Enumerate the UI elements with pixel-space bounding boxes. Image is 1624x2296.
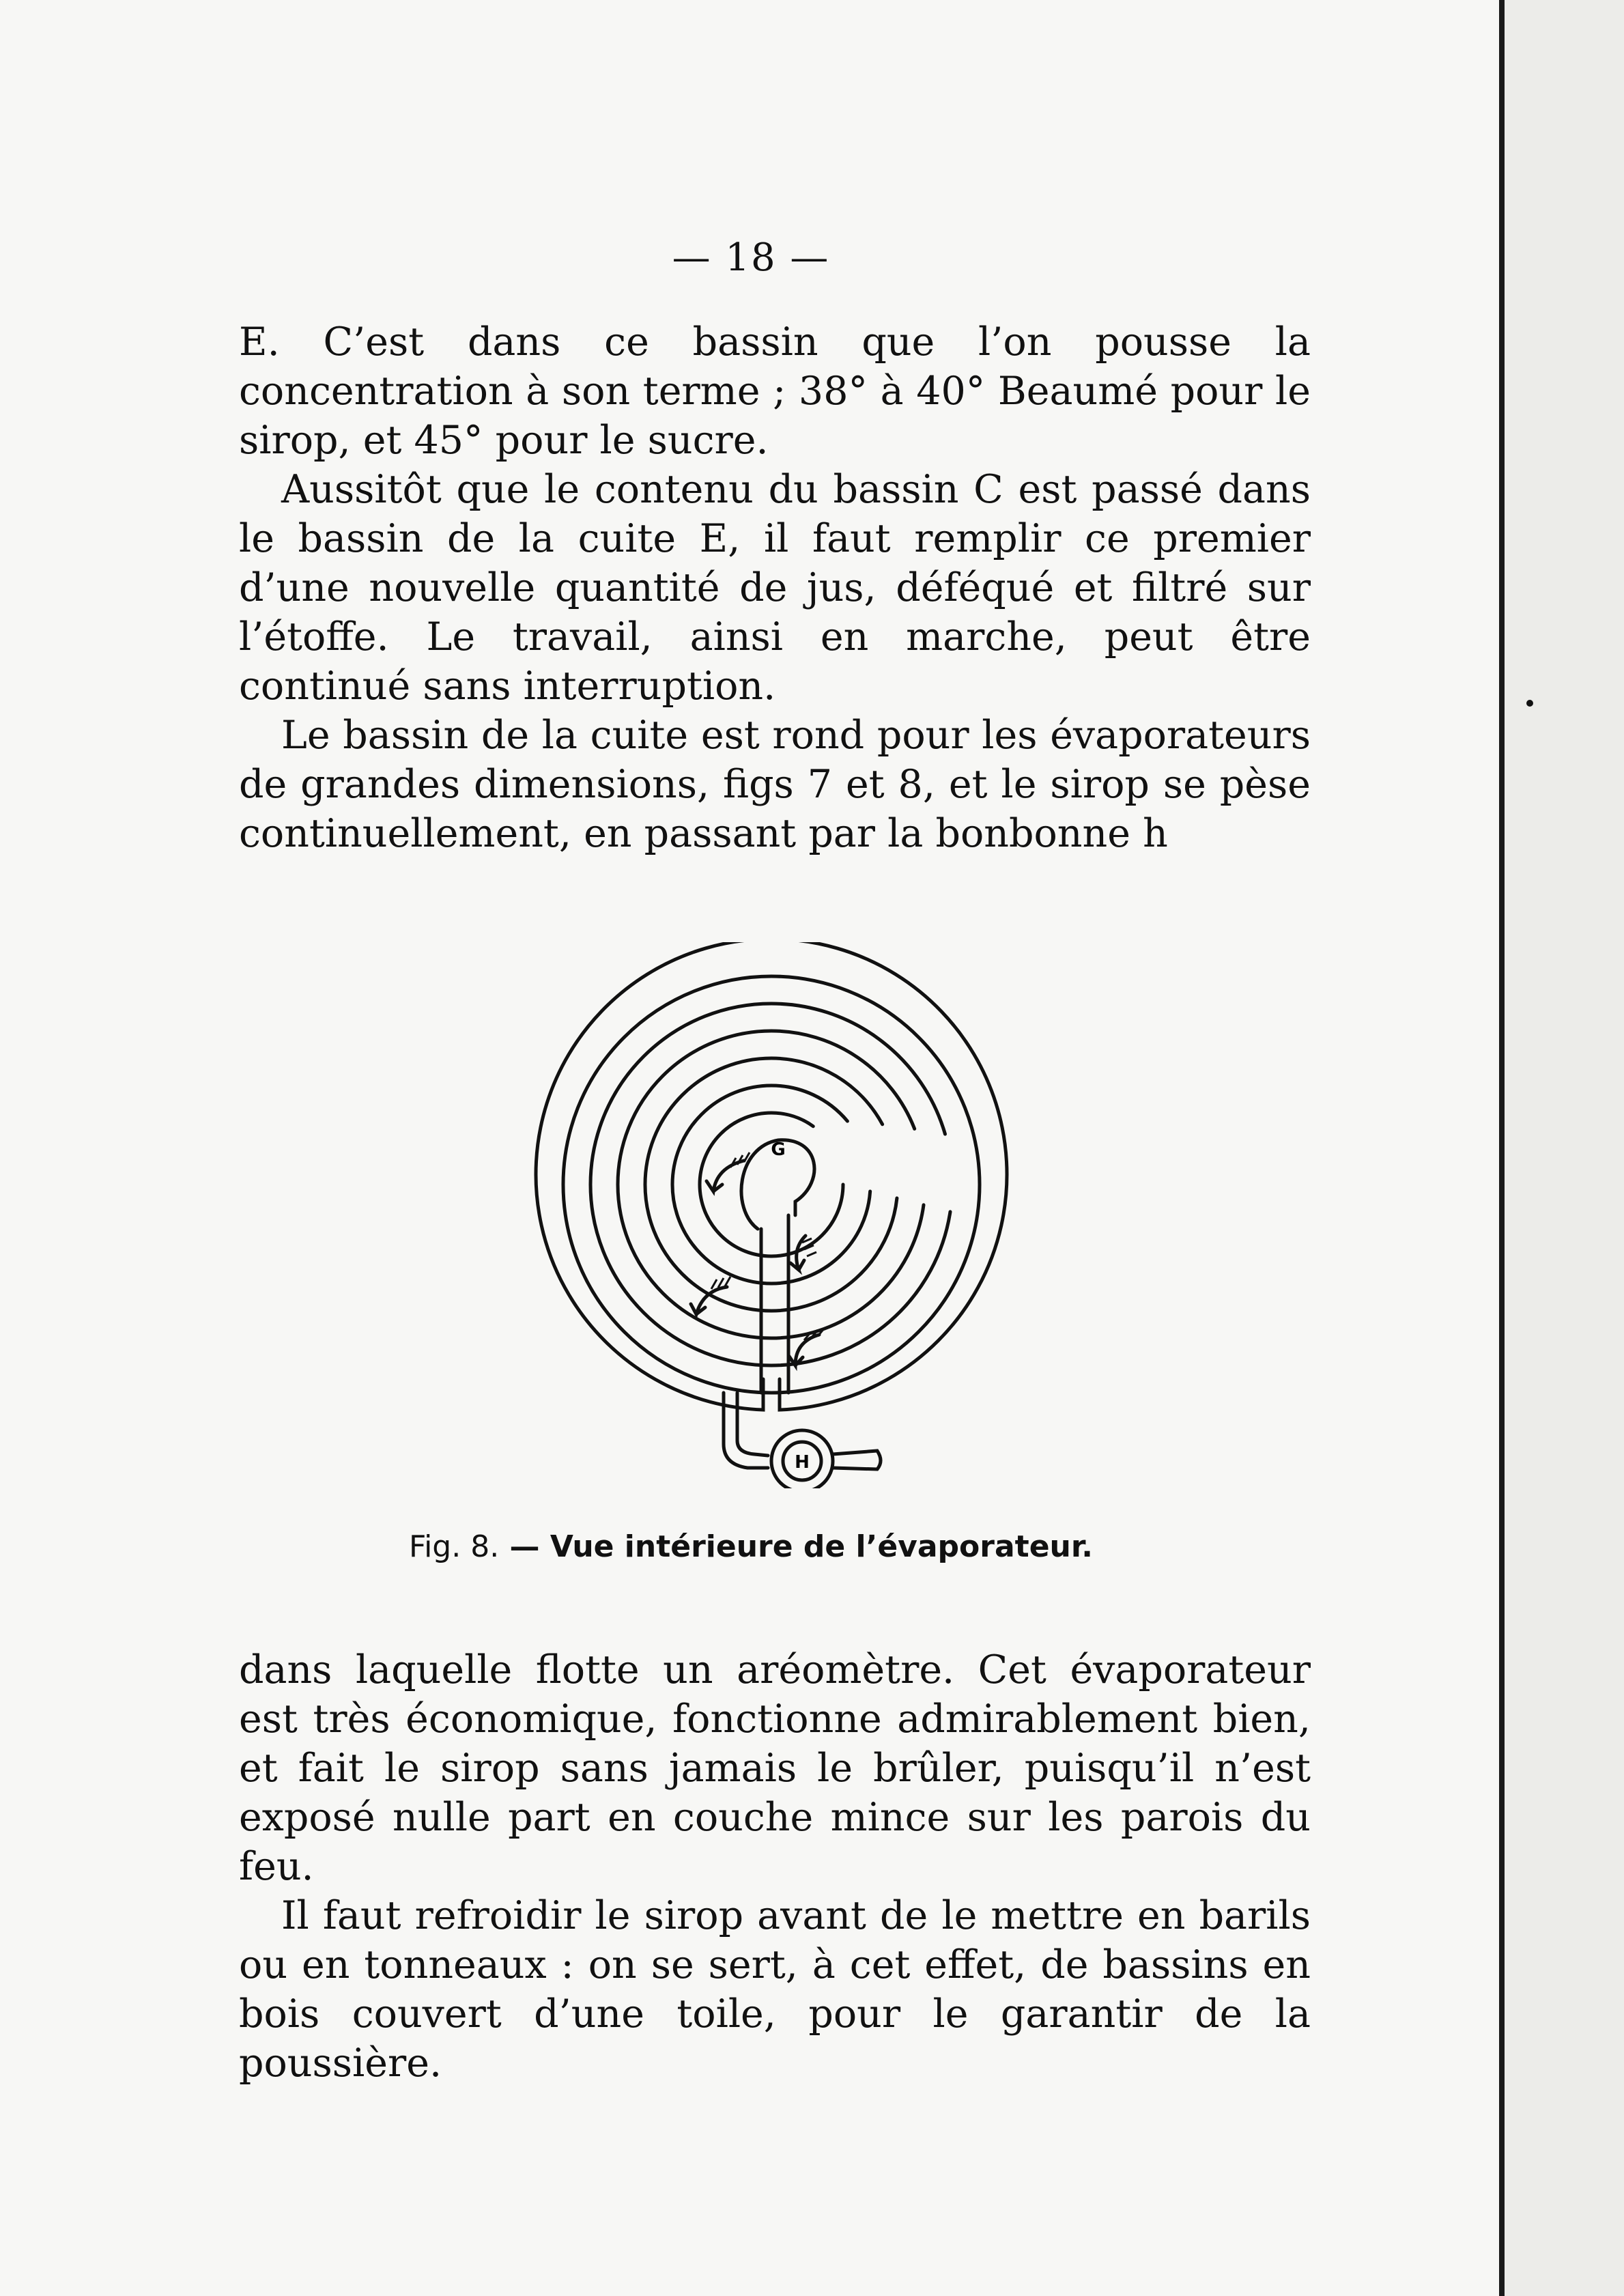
- body-text-top: [239, 317, 1311, 858]
- evaporator-figure: [532, 942, 1010, 1488]
- spiral-ring-3: [618, 1031, 925, 1338]
- body-text-bottom: [239, 1645, 1311, 2088]
- spiral-ring-4: [645, 1058, 898, 1311]
- paragraph: Aussitôt que le contenu du bassin C est passé dans le bassin de la cuite E, il faut remplir ce premier d’une nouvelle quantité de jus, déféqué et filtré sur l’étoffe. Le travail, ainsi en marche, peut être continué sans interruption.: [239, 467, 1311, 709]
- paragraph: Il faut refroidir le sirop avant de le mettre en barils ou en tonneaux : on se sert, à cet effet, de bassins en bois couvert d’une toile, pour le garantir de la poussière.: [239, 1893, 1311, 2086]
- label-h: H: [795, 1452, 810, 1473]
- evaporator-spiral-diagram: [532, 942, 1010, 1488]
- figure-number: Fig. 8.: [408, 1529, 500, 1564]
- paragraph-continuation: E. C’est dans ce bassin que l’on pousse la concentration à son terme ; 38° à 40° Beaumé pour le sirop, et 45° pour le sucre.: [239, 320, 1311, 463]
- page-edge: [1499, 0, 1505, 2296]
- paragraph: Le bassin de la cuite est rond pour les évaporateurs de grandes dimensions, figs 7 et 8, et le sirop se pèse continuellement, en passant par la bonbonne h: [239, 713, 1311, 856]
- adjacent-page-margin: [1505, 0, 1624, 2296]
- print-speck: [1526, 700, 1533, 707]
- flow-arrow: [707, 1161, 744, 1191]
- spiral-ring-5: [672, 1086, 870, 1284]
- caption-separator: —: [499, 1529, 550, 1564]
- bonbonne-spout: [833, 1451, 881, 1469]
- figure-title: Vue intérieure de l’évaporateur.: [550, 1529, 1094, 1564]
- figure-caption: [0, 1529, 1502, 1564]
- spiral-ring-1: [563, 976, 980, 1393]
- label-g: G: [771, 1139, 786, 1160]
- page-number-header: — 18 —: [672, 236, 830, 280]
- paragraph-continuation: dans laquelle flotte un aréomètre. Cet évaporateur est très économique, fonctionne admirablement bien, et fait le sirop sans jamais le brûler, puisqu’il n’est exposé nulle part en couche mince sur les parois du feu.: [239, 1647, 1311, 1889]
